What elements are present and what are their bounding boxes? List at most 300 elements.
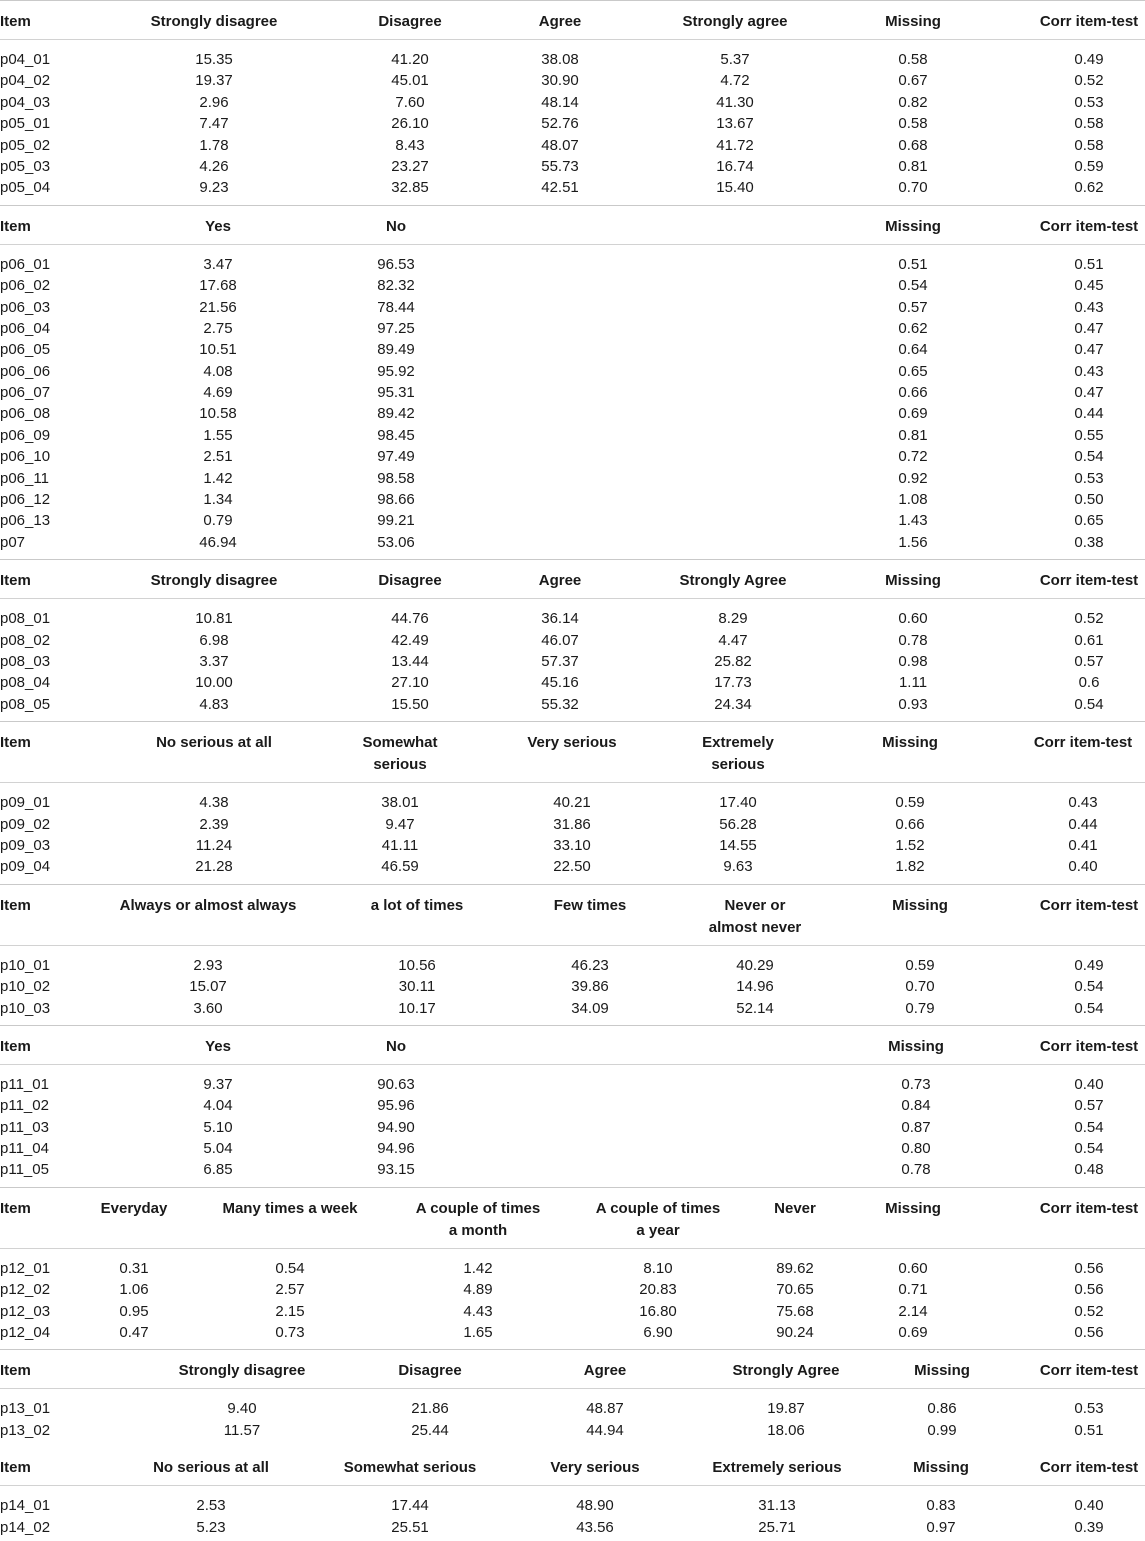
item-column-header: Item bbox=[0, 1199, 31, 1217]
table-cell: 0.40 bbox=[1074, 1497, 1104, 1515]
table-cell: 45.16 bbox=[541, 674, 579, 692]
table-cell: 4.08 bbox=[203, 362, 233, 380]
table-cell: 21.28 bbox=[195, 858, 233, 876]
table-row bbox=[0, 1420, 1145, 1441]
item-code: p06_13 bbox=[0, 512, 51, 530]
table-row bbox=[0, 254, 1145, 275]
table-cell: 41.20 bbox=[391, 51, 429, 68]
table-cell: 0.45 bbox=[1074, 277, 1104, 295]
table-cell: 32.85 bbox=[391, 179, 429, 197]
column-header: Disagree bbox=[378, 13, 442, 30]
table-cell: 4.69 bbox=[203, 384, 233, 402]
table-cell: 0.57 bbox=[1074, 1097, 1104, 1115]
column-header: Yes bbox=[205, 217, 231, 235]
table-cell: 0.99 bbox=[927, 1421, 957, 1439]
column-header: A couple of times a month bbox=[415, 1199, 541, 1239]
item-code: p10_01 bbox=[0, 956, 51, 974]
table-cell: 0.78 bbox=[898, 631, 928, 649]
table-cell: 0.81 bbox=[898, 426, 928, 444]
item-code: p07 bbox=[0, 533, 26, 551]
table-cell: 10.56 bbox=[398, 956, 436, 974]
table-row bbox=[0, 1517, 1145, 1538]
table-row bbox=[0, 425, 1145, 446]
item-column-header: Item bbox=[0, 217, 31, 235]
table-cell: 4.38 bbox=[199, 794, 229, 812]
item-code: p09_03 bbox=[0, 836, 51, 854]
table-row bbox=[0, 156, 1145, 177]
table-row bbox=[0, 403, 1145, 424]
table-cell: 0.87 bbox=[901, 1118, 931, 1136]
table-section bbox=[0, 0, 1145, 205]
table-cell: 6.98 bbox=[199, 631, 229, 649]
item-column-header: Item bbox=[0, 1037, 31, 1055]
table-cell: 0.49 bbox=[1074, 51, 1104, 68]
table-cell: 0.52 bbox=[1074, 72, 1104, 90]
table-cell: 0.43 bbox=[1074, 298, 1104, 316]
table-cell: 2.57 bbox=[275, 1281, 305, 1299]
table-cell: 98.58 bbox=[377, 469, 415, 487]
item-code: p08_02 bbox=[0, 631, 51, 649]
table-cell: 52.14 bbox=[736, 999, 774, 1017]
table-row bbox=[0, 630, 1145, 651]
table-cell: 96.53 bbox=[377, 255, 415, 273]
table-cell: 13.67 bbox=[716, 115, 754, 133]
table-cell: 52.76 bbox=[541, 115, 579, 133]
table-cell: 0.44 bbox=[1074, 405, 1104, 423]
table-cell: 10.51 bbox=[199, 341, 237, 359]
table-cell: 46.94 bbox=[199, 533, 237, 551]
table-cell: 89.42 bbox=[377, 405, 415, 423]
table-cell: 7.47 bbox=[199, 115, 229, 133]
item-column-header: Item bbox=[0, 1362, 31, 1380]
table-row bbox=[0, 135, 1145, 156]
table-cell: 45.01 bbox=[391, 72, 429, 90]
table-cell: 89.62 bbox=[776, 1259, 814, 1277]
column-header: Strongly disagree bbox=[150, 572, 278, 590]
item-code: p06_05 bbox=[0, 341, 51, 359]
item-code: p12_03 bbox=[0, 1302, 51, 1320]
table-cell: 0.70 bbox=[898, 179, 928, 197]
section-header-row bbox=[0, 1026, 1145, 1065]
table-cell: 4.47 bbox=[718, 631, 748, 649]
table-cell: 0.83 bbox=[926, 1497, 956, 1515]
table-cell: 97.25 bbox=[377, 319, 415, 337]
item-code: p12_02 bbox=[0, 1281, 51, 1299]
section-header-row bbox=[0, 1447, 1145, 1486]
table-cell: 15.50 bbox=[391, 695, 429, 713]
table-cell: 8.29 bbox=[718, 610, 748, 628]
table-cell: 53.06 bbox=[377, 533, 415, 551]
table-cell: 16.74 bbox=[716, 157, 754, 175]
table-cell: 0.60 bbox=[898, 1259, 928, 1277]
column-header: Never or almost never bbox=[708, 896, 802, 936]
column-header: Missing bbox=[888, 1037, 944, 1055]
table-cell: 90.24 bbox=[776, 1324, 814, 1342]
table-row bbox=[0, 1301, 1145, 1322]
table-cell: 10.17 bbox=[398, 999, 436, 1017]
table-section bbox=[0, 884, 1145, 1025]
table-cell: 10.00 bbox=[195, 674, 233, 692]
table-cell: 0.58 bbox=[898, 115, 928, 133]
table-cell: 4.72 bbox=[720, 72, 750, 90]
table-cell: 0.43 bbox=[1068, 794, 1098, 812]
table-cell: 9.37 bbox=[203, 1075, 233, 1093]
table-cell: 0.55 bbox=[1074, 426, 1104, 444]
table-cell: 94.96 bbox=[377, 1140, 415, 1158]
table-cell: 8.43 bbox=[395, 136, 425, 154]
table-cell: 0.41 bbox=[1068, 836, 1098, 854]
table-cell: 0.73 bbox=[901, 1075, 931, 1093]
table-row bbox=[0, 672, 1145, 693]
table-cell: 0.39 bbox=[1074, 1518, 1104, 1536]
table-cell: 0.81 bbox=[898, 157, 928, 175]
table-row bbox=[0, 1159, 1145, 1180]
column-header: Agree bbox=[538, 572, 582, 590]
item-column-header: Item bbox=[0, 572, 31, 590]
table-cell: 20.83 bbox=[639, 1281, 677, 1299]
table-cell: 17.73 bbox=[714, 674, 752, 692]
table-cell: 97.49 bbox=[377, 448, 415, 466]
table-cell: 1.55 bbox=[203, 426, 233, 444]
table-cell: 44.94 bbox=[586, 1421, 624, 1439]
table-cell: 19.87 bbox=[767, 1400, 805, 1418]
table-row bbox=[0, 532, 1145, 553]
table-row bbox=[0, 814, 1145, 835]
item-code: p08_05 bbox=[0, 695, 51, 713]
column-header: Strongly agree bbox=[682, 13, 788, 30]
table-cell: 25.71 bbox=[758, 1518, 796, 1536]
table-cell: 0.56 bbox=[1074, 1324, 1104, 1342]
column-header: Extremely serious bbox=[702, 734, 774, 774]
item-code: p10_02 bbox=[0, 978, 51, 996]
table-row bbox=[0, 1322, 1145, 1343]
item-code: p08_03 bbox=[0, 652, 51, 670]
table-cell: 23.27 bbox=[391, 157, 429, 175]
table-cell: 0.95 bbox=[119, 1302, 149, 1320]
table-cell: 0.71 bbox=[898, 1281, 928, 1299]
table-cell: 33.10 bbox=[553, 836, 591, 854]
table-cell: 0.66 bbox=[895, 815, 925, 833]
table-row bbox=[0, 510, 1145, 531]
table-cell: 0.68 bbox=[898, 136, 928, 154]
table-cell: 0.64 bbox=[898, 341, 928, 359]
section-header-row bbox=[0, 560, 1145, 599]
table-row bbox=[0, 1138, 1145, 1159]
section-header-row bbox=[0, 206, 1145, 245]
table-row bbox=[0, 1279, 1145, 1300]
table-cell: 9.47 bbox=[385, 815, 415, 833]
table-cell: 0.67 bbox=[898, 72, 928, 90]
table-cell: 21.86 bbox=[411, 1400, 449, 1418]
table-cell: 17.44 bbox=[391, 1497, 429, 1515]
table-cell: 15.40 bbox=[716, 179, 754, 197]
table-cell: 93.15 bbox=[377, 1161, 415, 1179]
table-cell: 0.43 bbox=[1074, 362, 1104, 380]
table-cell: 46.59 bbox=[381, 858, 419, 876]
table-cell: 34.09 bbox=[571, 999, 609, 1017]
table-cell: 11.24 bbox=[195, 836, 233, 854]
table-cell: 57.37 bbox=[541, 652, 579, 670]
table-cell: 1.82 bbox=[895, 858, 925, 876]
table-cell: 82.32 bbox=[377, 277, 415, 295]
item-code: p11_04 bbox=[0, 1140, 49, 1158]
table-cell: 0.66 bbox=[898, 384, 928, 402]
table-cell: 0.51 bbox=[1074, 1421, 1104, 1439]
table-cell: 5.23 bbox=[196, 1518, 226, 1536]
table-cell: 38.08 bbox=[541, 51, 579, 68]
item-column-header: Item bbox=[0, 734, 31, 752]
table-row bbox=[0, 339, 1145, 360]
table-row bbox=[0, 998, 1145, 1019]
table-section bbox=[0, 1349, 1145, 1447]
column-header: Missing bbox=[892, 896, 948, 914]
column-header: Agree bbox=[583, 1362, 627, 1380]
table-section bbox=[0, 1187, 1145, 1350]
table-cell: 13.44 bbox=[391, 652, 429, 670]
table-cell: 42.51 bbox=[541, 179, 579, 197]
table-cell: 48.87 bbox=[586, 1400, 624, 1418]
column-header: Corr item-test bbox=[1039, 217, 1139, 235]
table-cell: 16.80 bbox=[639, 1302, 677, 1320]
table-row bbox=[0, 382, 1145, 403]
column-header: Corr item-test bbox=[1039, 1037, 1139, 1055]
item-code: p08_04 bbox=[0, 674, 51, 692]
table-cell: 0.54 bbox=[1074, 978, 1104, 996]
table-cell: 0.54 bbox=[1074, 448, 1104, 466]
table-cell: 95.31 bbox=[377, 384, 415, 402]
column-header: Very serious bbox=[550, 1459, 640, 1477]
table-row bbox=[0, 177, 1145, 198]
table-cell: 4.83 bbox=[199, 695, 229, 713]
item-column-header: Item bbox=[0, 13, 31, 30]
table-cell: 0.79 bbox=[203, 512, 233, 530]
table-cell: 46.07 bbox=[541, 631, 579, 649]
table-cell: 46.23 bbox=[571, 956, 609, 974]
table-cell: 0.84 bbox=[901, 1097, 931, 1115]
table-cell: 0.97 bbox=[926, 1518, 956, 1536]
item-code: p11_01 bbox=[0, 1075, 49, 1093]
section-header-row bbox=[0, 1, 1145, 40]
table-cell: 15.35 bbox=[195, 51, 233, 68]
column-header: Somewhat serious bbox=[362, 734, 438, 774]
table-row bbox=[0, 608, 1145, 629]
table-cell: 1.56 bbox=[898, 533, 928, 551]
table-section bbox=[0, 1025, 1145, 1187]
table-row bbox=[0, 1074, 1145, 1095]
item-code: p05_01 bbox=[0, 115, 51, 133]
table-row bbox=[0, 318, 1145, 339]
column-header: No serious at all bbox=[153, 1459, 269, 1477]
table-row bbox=[0, 1495, 1145, 1516]
section-header-row bbox=[0, 1350, 1145, 1389]
table-cell: 1.43 bbox=[898, 512, 928, 530]
table-cell: 1.65 bbox=[463, 1324, 493, 1342]
table-cell: 5.04 bbox=[203, 1140, 233, 1158]
table-row bbox=[0, 49, 1145, 70]
table-cell: 0.82 bbox=[898, 93, 928, 111]
table-cell: 18.06 bbox=[767, 1421, 805, 1439]
table-cell: 3.37 bbox=[199, 652, 229, 670]
table-cell: 31.13 bbox=[758, 1497, 796, 1515]
column-header: Corr item-test bbox=[1039, 572, 1139, 590]
table-cell: 99.21 bbox=[377, 512, 415, 530]
table-cell: 0.58 bbox=[898, 51, 928, 68]
table-cell: 17.40 bbox=[719, 794, 757, 812]
table-cell: 9.23 bbox=[199, 179, 229, 197]
column-header: Missing bbox=[885, 13, 941, 30]
table-cell: 0.53 bbox=[1074, 1400, 1104, 1418]
table-cell: 55.73 bbox=[541, 157, 579, 175]
column-header: No bbox=[386, 1037, 406, 1055]
table-cell: 0.40 bbox=[1074, 1075, 1104, 1093]
table-cell: 0.40 bbox=[1068, 858, 1098, 876]
table-cell: 48.90 bbox=[576, 1497, 614, 1515]
table-cell: 48.14 bbox=[541, 93, 579, 111]
table-cell: 94.90 bbox=[377, 1118, 415, 1136]
item-code: p13_01 bbox=[0, 1400, 51, 1418]
table-cell: 95.92 bbox=[377, 362, 415, 380]
table-cell: 40.29 bbox=[736, 956, 774, 974]
table-cell: 4.89 bbox=[463, 1281, 493, 1299]
table-cell: 1.42 bbox=[463, 1259, 493, 1277]
table-row bbox=[0, 70, 1145, 91]
column-header: Disagree bbox=[398, 1362, 462, 1380]
table-cell: 1.42 bbox=[203, 469, 233, 487]
table-cell: 3.47 bbox=[203, 255, 233, 273]
table-cell: 25.44 bbox=[411, 1421, 449, 1439]
section-header-row bbox=[0, 885, 1145, 946]
table-section bbox=[0, 1447, 1145, 1540]
table-cell: 0.57 bbox=[1074, 652, 1104, 670]
table-cell: 0.60 bbox=[898, 610, 928, 628]
table-cell: 11.57 bbox=[223, 1421, 261, 1439]
table-cell: 44.76 bbox=[391, 610, 429, 628]
column-header: Missing bbox=[885, 572, 941, 590]
table-row bbox=[0, 468, 1145, 489]
column-header: Disagree bbox=[378, 572, 442, 590]
table-row bbox=[0, 92, 1145, 113]
table-row bbox=[0, 1398, 1145, 1419]
table-row bbox=[0, 489, 1145, 510]
table-cell: 4.26 bbox=[199, 157, 229, 175]
table-cell: 10.81 bbox=[195, 610, 233, 628]
item-code: p10_03 bbox=[0, 999, 51, 1017]
table-cell: 0.86 bbox=[927, 1400, 957, 1418]
table-cell: 10.58 bbox=[199, 405, 237, 423]
table-cell: 0.52 bbox=[1074, 610, 1104, 628]
item-code: p04_03 bbox=[0, 93, 51, 111]
table-cell: 90.63 bbox=[377, 1075, 415, 1093]
table-cell: 0.49 bbox=[1074, 956, 1104, 974]
table-cell: 0.59 bbox=[1074, 157, 1104, 175]
table-cell: 0.80 bbox=[901, 1140, 931, 1158]
item-code: p09_02 bbox=[0, 815, 51, 833]
item-code: p06_11 bbox=[0, 469, 49, 487]
table-cell: 0.93 bbox=[898, 695, 928, 713]
table-cell: 0.58 bbox=[1074, 136, 1104, 154]
table-cell: 0.47 bbox=[119, 1324, 149, 1342]
table-cell: 1.78 bbox=[199, 136, 229, 154]
item-code: p06_03 bbox=[0, 298, 51, 316]
table-row bbox=[0, 976, 1145, 997]
table-cell: 0.53 bbox=[1074, 469, 1104, 487]
column-header: Very serious bbox=[527, 734, 617, 752]
table-cell: 75.68 bbox=[776, 1302, 814, 1320]
table-cell: 2.14 bbox=[898, 1302, 928, 1320]
section-header-row bbox=[0, 1188, 1145, 1249]
item-code: p09_01 bbox=[0, 794, 51, 812]
table-row bbox=[0, 792, 1145, 813]
table-cell: 0.69 bbox=[898, 405, 928, 423]
item-code: p04_01 bbox=[0, 51, 51, 68]
column-header: Somewhat serious bbox=[343, 1459, 477, 1477]
table-cell: 1.11 bbox=[898, 674, 928, 692]
table-cell: 0.98 bbox=[898, 652, 928, 670]
table-row bbox=[0, 856, 1145, 877]
column-header: Missing bbox=[913, 1459, 969, 1477]
column-header: Corr item-test bbox=[1039, 13, 1139, 30]
item-code: p06_09 bbox=[0, 426, 51, 444]
item-column-header: Item bbox=[0, 896, 31, 914]
column-header: Missing bbox=[885, 1199, 941, 1217]
table-cell: 14.96 bbox=[736, 978, 774, 996]
table-cell: 2.96 bbox=[199, 93, 229, 111]
item-code: p06_04 bbox=[0, 319, 51, 337]
table-cell: 22.50 bbox=[553, 858, 591, 876]
column-header: Yes bbox=[205, 1037, 231, 1055]
table-cell: 6.85 bbox=[203, 1161, 233, 1179]
table-cell: 0.61 bbox=[1074, 631, 1104, 649]
table-cell: 95.96 bbox=[377, 1097, 415, 1115]
table-cell: 24.34 bbox=[714, 695, 752, 713]
table-cell: 26.10 bbox=[391, 115, 429, 133]
item-code: p06_07 bbox=[0, 384, 51, 402]
table-cell: 0.65 bbox=[898, 362, 928, 380]
column-header: Strongly disagree bbox=[150, 13, 278, 30]
column-header: Many times a week bbox=[222, 1199, 358, 1217]
table-cell: 0.48 bbox=[1074, 1161, 1104, 1179]
table-cell: 2.75 bbox=[203, 319, 233, 337]
table-cell: 98.45 bbox=[377, 426, 415, 444]
table-cell: 1.34 bbox=[203, 491, 233, 509]
table-cell: 0.47 bbox=[1074, 384, 1104, 402]
table-cell: 3.60 bbox=[193, 999, 223, 1017]
column-header: Few times bbox=[553, 896, 627, 914]
table-cell: 0.54 bbox=[1074, 1140, 1104, 1158]
table-cell: 0.62 bbox=[1074, 179, 1104, 197]
item-code: p08_01 bbox=[0, 610, 51, 628]
table-cell: 0.47 bbox=[1074, 341, 1104, 359]
item-code: p13_02 bbox=[0, 1421, 51, 1439]
item-code: p06_01 bbox=[0, 255, 51, 273]
table-cell: 41.72 bbox=[716, 136, 754, 154]
table-cell: 0.72 bbox=[898, 448, 928, 466]
table-cell: 0.56 bbox=[1074, 1281, 1104, 1299]
table-cell: 0.54 bbox=[1074, 1118, 1104, 1136]
column-header: Extremely serious bbox=[712, 1459, 842, 1477]
table-cell: 0.54 bbox=[275, 1259, 305, 1277]
table-cell: 42.49 bbox=[391, 631, 429, 649]
table-cell: 1.06 bbox=[119, 1281, 149, 1299]
table-cell: 0.47 bbox=[1074, 319, 1104, 337]
table-cell: 0.57 bbox=[898, 298, 928, 316]
table-cell: 0.54 bbox=[898, 277, 928, 295]
column-header: Strongly disagree bbox=[178, 1362, 306, 1380]
item-code: p05_02 bbox=[0, 136, 51, 154]
table-cell: 55.32 bbox=[541, 695, 579, 713]
item-code: p06_08 bbox=[0, 405, 51, 423]
column-header: Missing bbox=[885, 217, 941, 235]
